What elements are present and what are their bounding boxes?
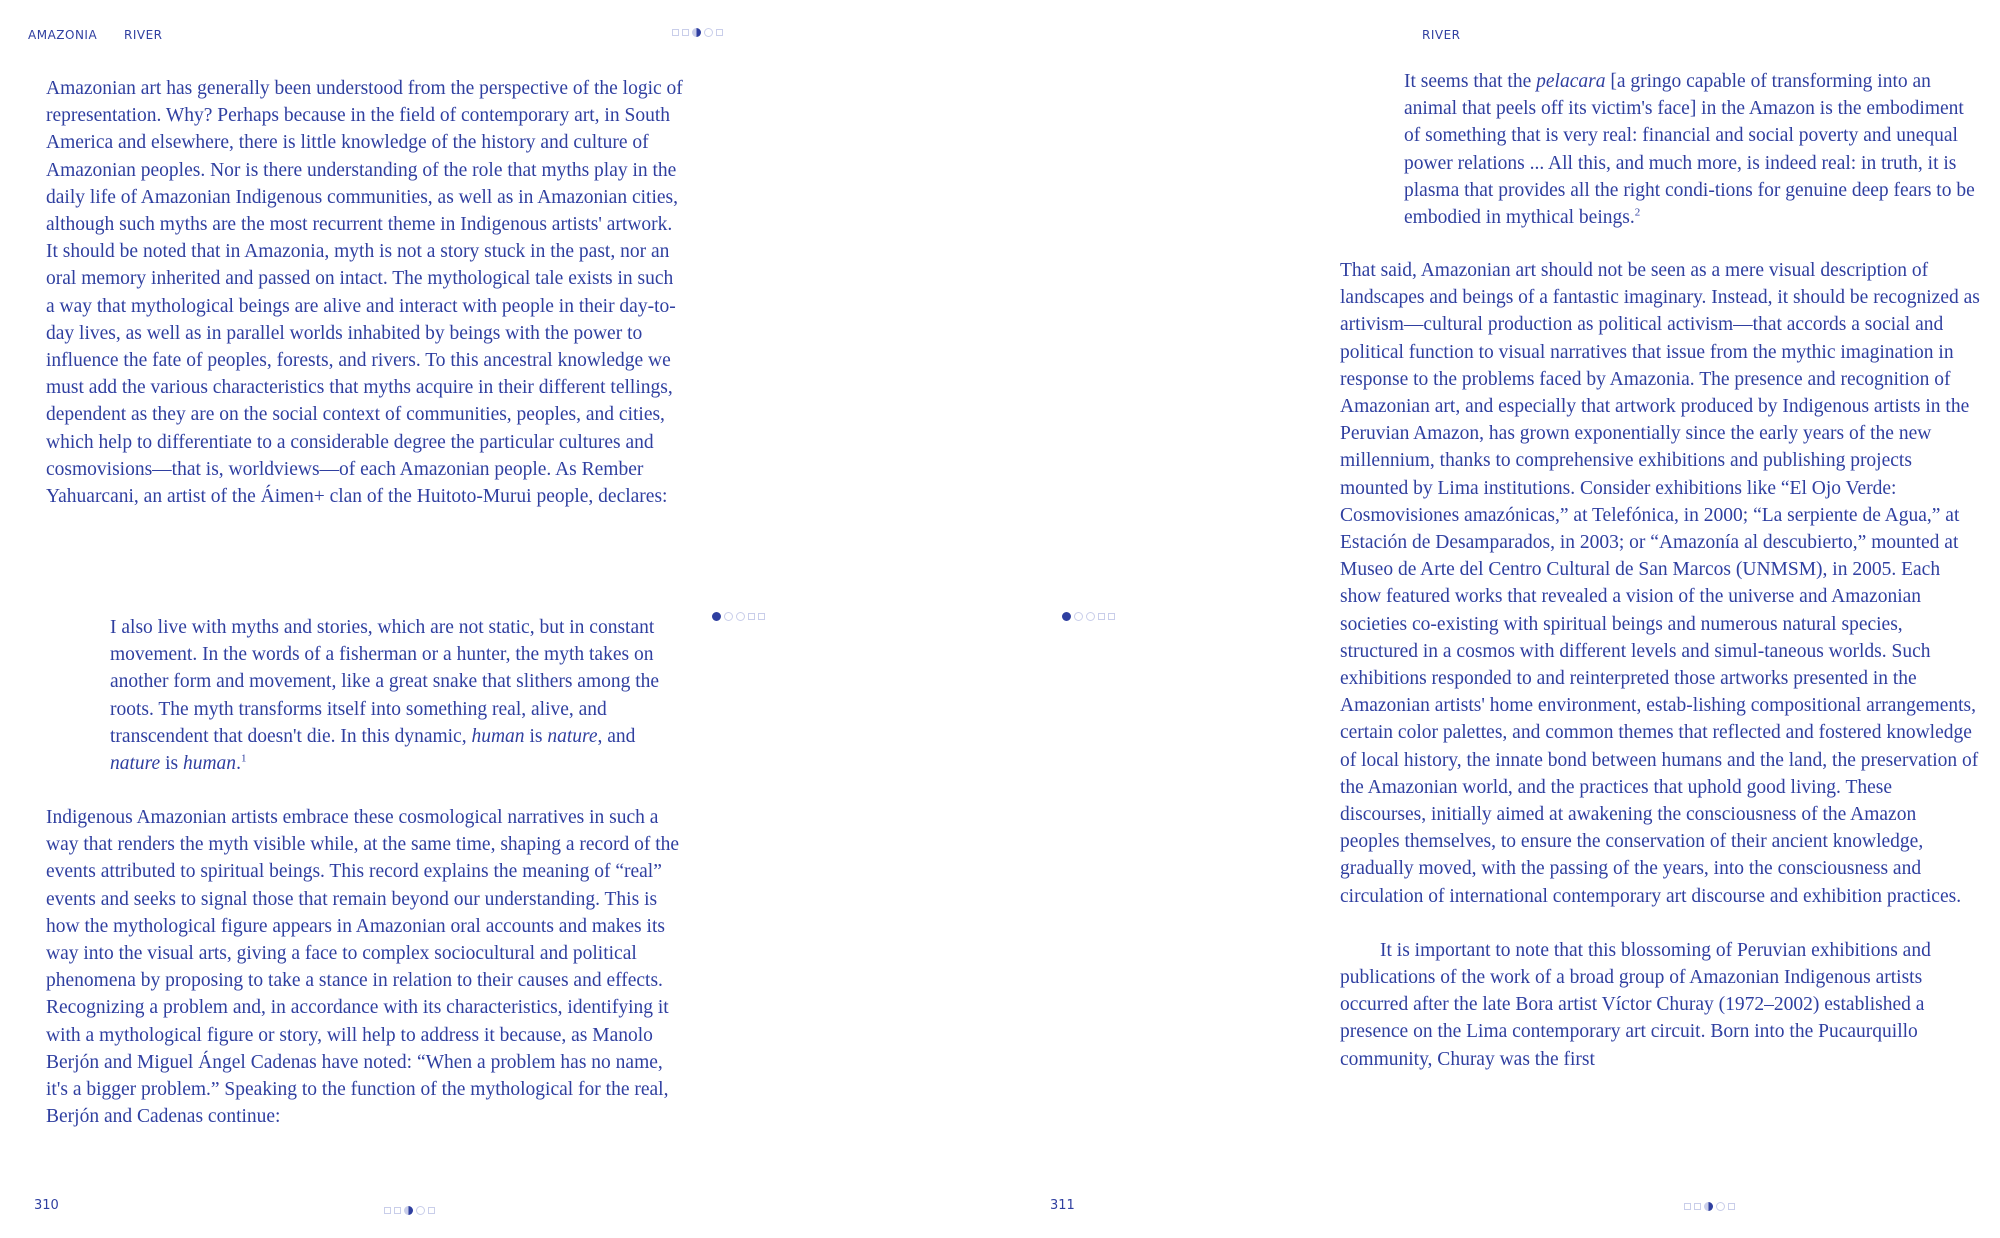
running-head-section-left: RIVER [124,28,163,42]
quote-emph: nature [110,753,161,775]
left-page-body [46,75,686,510]
running-head-section-right: RIVER [1422,28,1461,42]
left-paragraph-1: Amazonian art has generally been understood from the perspective of the logic of representation. Why? Perhaps because in the field of contemporary art, in South America and elsewhere, there is little knowledge of the history and culture of Amazonian peoples. Nor is there understanding of the role that myths play in the daily life of Amazonian Indigenous communities, as well as in Amazonian cities, although such myths are the most recurrent theme in Indigenous artists' artwork. It should be noted that in Amazonia, myth is not a story stuck in the past, nor an oral memory inherited and passed on intact. The mythological tale exists in such a way that mythological beings are alive and interact with people in their day-to-day lives, as well as in parallel worlds inhabited by beings with the power to influence the fate of peoples, forests, and rivers. To this ancestral knowledge we must add the various characteristics that myths acquire in their different tellings, dependent as they are on the social context of communities, peoples, and cities, which help to differentiate to a considerable degree the particular cultures and cosmovisions—that is, worldviews—of each Amazonian people. As Rember Yahuarcani, an artist of the Áimen+ clan of the Huitoto-Murui people, declares: [46,78,683,508]
running-head-book: AMAZONIA [28,28,98,42]
page-number-right: 311 [1050,1198,1075,1213]
right-page-body [1340,257,1980,1073]
quote-term: pelacara [1536,71,1606,92]
right-paragraph-1: That said, Amazonian art should not be seen as a mere visual description of landscapes and beings of a fantastic imaginary. Instead, it should be recognized as artivism—cultural production as political activism—that accords a social and political function to visual narratives that issue from the mythic imagination in response to the problems faced by Amazonia. The presence and recognition of Amazonian art, and especially that artwork produced by Indigenous artists in the Peruvian Amazon, has grown exponentially since the early years of the new millennium, thanks to comprehensive exhibitions and publishing projects mounted by Lima institutions. Consider exhibitions like “El Ojo Verde: Cosmovisiones amazónicas,” at Telefónica, in 2000; “La serpiente de Agua,” at Estación de Desamparados, in 2003; or “Amazonía al descubierto,” mounted at Museo de Arte del Centro Cultural de San Marcos (UNMSM), in 2005. Each show featured works that revealed a vision of the universe and Amazonian societies co-existing with spiritual beings and numerous natural species, structured in a cosmos with different levels and simul-taneous worlds. Such exhibitions responded to and reinterpreted those artworks presented in the Amazonian artists' home environment, estab-lishing compositional arrangements, certain color palettes, and common themes that reflected and fostered knowledge of local history, the innate bond between humans and the land, the preservation of the Amazonian world, and the practices that uphold good living. These discourses, initially aimed at awakening the consciousness of the Amazon peoples themselves, to ensure the conservation of their ancient knowledge, gradually moved, with the passing of the years, into the consciousness and circulation of international contemporary art discourse and exhibition practices. [1340,260,1980,907]
decorative-glyph-row-icon [712,612,765,621]
decorative-glyph-row-icon [672,28,723,37]
left-paragraph-2: Indigenous Amazonian artists embrace these cosmological narratives in such a way that renders the myth visible while, at the same time, shaping a record of the events attributed to spiritual beings. This record explains the meaning of “real” events and seeks to signal those that remain beyond our understanding. This is how the mythological figure appears in Amazonian oral accounts and makes its way into the visual arts, giving a face to complex sociocultural and political phenomena by proposing to take a stance in relation to their causes and effects. Recognizing a problem and, in accordance with its characteristics, identifying it with a mythological figure or story, will help to address it because, as Manolo Berjón and Miguel Ángel Cadenas have noted: “When a problem has no name, it's a bigger problem.” Speaking to the function of the mythological for the real, Berjón and Cadenas continue: [46,807,680,1128]
quote-text: I also live with myths and stories, which are not static, but in constant movement. In the words of a fisherman or a hunter, the myth takes on another form and movement, like a great snake that slithers among the roots. The myth transforms itself into something real, alive, and transcendent that doesn't die. In this dynamic, [110,617,660,747]
decorative-glyph-row-icon [1684,1202,1735,1211]
footnote-marker: 1 [240,752,247,765]
quote-emph: nature [547,725,598,747]
footnote-marker: 2 [1634,206,1641,219]
left-block-quote: I also live with myths and stories, which are not static, but in constant movement. In the words of a fisherman or a hunter, the myth takes on another form and movement, like a great snake that slithers among the roots. The myth transforms itself into something real, alive, and transcendent that doesn't die. In this dynamic, human is nature, and nature is human.$^1$ [110,617,660,775]
right-block-quote: It seems that the pelacara [a gringo capable of transforming into an animal that peels off its victim's face] in the Amazon is the embodiment of something that is very real: financial and social poverty and unequal power relations ... All this, and much more, is indeed real: in truth, it is plasma that provides all the right condi-tions for genuine deep fears to be embodied in mythical beings.$^2$ [1404,71,1975,229]
quote-emph: human [182,753,237,775]
decorative-glyph-row-icon [1062,612,1115,621]
quote-emph: human [471,725,525,747]
decorative-glyph-row-icon [384,1206,435,1215]
page-number-left: 310 [34,1198,59,1213]
left-page-body-2 [46,804,686,1130]
right-paragraph-2: It is important to note that this blossoming of Peruvian exhibitions and publications of the work of a broad group of Amazonian Indigenous artists occurred after the late Bora artist Víctor Churay (1972–2002) established a presence on the Lima contemporary art circuit. Born into the Pucaurquillo community, Churay was the first [1340,939,1931,1070]
